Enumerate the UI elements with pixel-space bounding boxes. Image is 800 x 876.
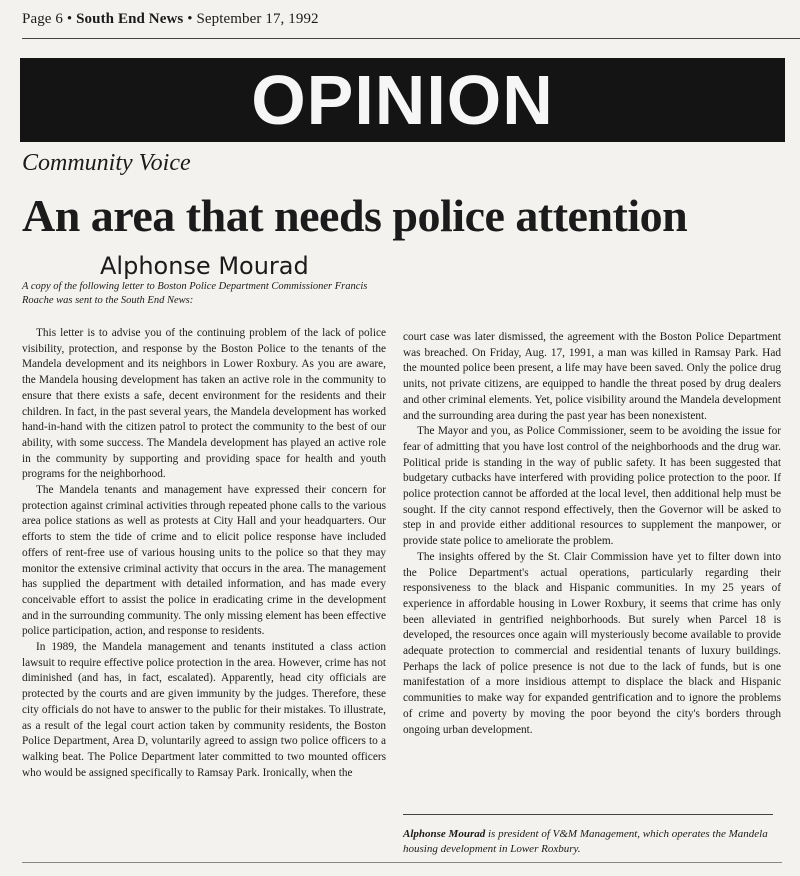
separator: •	[66, 11, 73, 27]
paragraph: The Mayor and you, as Police Commissioner, seem to be avoiding the issue for fear of admitting that you have lost control of the neighborhoods and the drug war. Political pride is standing in the way of public safety. It has been suggested that budgetary cutbacks have interfered with providing police protection to the poor. If police protection cannot be afforded at the local level, then additional help must be sought. If the city cannot respond effectively, then the Governor will be asked to step in and provide either additional resources to supplement the manpower, or provide state police to ameliorate the problem.	[403, 425, 781, 548]
intro-note: A copy of the following letter to Boston Police Department Commissioner Francis Roache was sent to the South End News:	[22, 281, 368, 306]
issue-date: September 17, 1992	[196, 11, 319, 27]
newspaper-name: South End News	[76, 11, 184, 27]
banner-title: OPINION	[251, 61, 554, 139]
header-rule	[22, 38, 800, 39]
page-bottom-rule	[22, 862, 782, 863]
paragraph: The Mandela tenants and management have expressed their concern for protection against criminal activities through repeated phone calls to the various area police stations as well as protests at City Hall and your headquarters. Our efforts to stem the tide of crime and to elicit police response have included offers of rent-free use of various housing units to the police so that they may monitor the extensive criminal activity that occurs in the area. The management has supplied the department with detailed information, and has made every conceivable effort to assist the police in eradicating crime in the development and in the surrounding community. The only missing element has been effective police participation, action, and response to residents.	[22, 484, 386, 638]
paragraph: In 1989, the Mandela management and tenants instituted a class action lawsuit to require effective police protection in the area. However, crime has not diminished (and has, in fact, escalated). Apparently, head city officials are protected by the courts and are given immunity by the judges. Therefore, these city officials do not have to answer to the public for their mistakes. To illustrate, as a result of the legal court action taken by community residents, the Boston Police Department, Area D, voluntarily agreed to assign two police officers to a walking beat. The Police Department later committed to two mounted officers who would be assigned specifically to Ramsay Park. Ironically, when the	[22, 641, 386, 779]
byline: Alphonse Mourad	[100, 252, 309, 280]
page-number: Page 6	[22, 11, 64, 27]
article-column-right	[403, 330, 781, 738]
separator: •	[187, 11, 193, 27]
headline: An area that needs police attention	[22, 190, 688, 241]
author-note-text: is president of V&M Management, which operates the Mandela housing development in Lower Roxbury.	[403, 828, 768, 855]
page-header	[22, 11, 319, 28]
section-label: Community Voice	[22, 150, 191, 176]
paragraph: court case was later dismissed, the agreement with the Boston Police Department was breached. On Friday, Aug. 17, 1991, a man was killed in Ramsay Park. Had the mounted police been present, a life may have been saved. Only the police drug units, not private citizens, are equipped to handle the threat posed by drug dealers and other criminal elements. Yet, police visibility around the Mandela development and the surrounding area during the past year has been nonexistent.	[403, 331, 781, 422]
column-end-rule	[403, 814, 773, 815]
author-note	[403, 827, 781, 857]
author-note-name: Alphonse Mourad	[403, 828, 486, 840]
paragraph: The insights offered by the St. Clair Commission have yet to filter down into the Police Department's actual operations, particularly regarding their responsiveness to the black and Hispanic communities. In my 25 years of experience in affordable housing in Lower Roxbury, it seems that crime has only been alleviated in gentrified neighborhoods. But surely when Parcel 18 is developed, the resources once again will mysteriously become available to provide adequate protection to commercial and residential tenants of luxury buildings. Perhaps the lack of police presence is not due to the lack of funds, but is one manifestation of a more insidious attempt to displace the black and Hispanic communities to make way for expanded gentrification and to ignore the problems of crime and poverty by moving the poor beyond the city's borders through ongoing urban development.	[403, 550, 781, 736]
paragraph: This letter is to advise you of the continuing problem of the lack of police visibility, protection, and response by the Boston Police to the tenants of the Mandela development and its neighbors in Lower Roxbury. As you are aware, the Mandela housing development has taken an active role in the community to ensure that there exists a safe, decent environment for the residents and their children. In fact, in the past several years, the Mandela development has worked hand-in-hand with the citizen patrol to protect the community to the best of our ability, with some success. The Mandela development has played an active role in the community by supporting and providing space for health and youth programs for the neighborhood.	[22, 327, 386, 481]
section-banner	[20, 58, 785, 142]
article-column-left	[22, 326, 386, 781]
